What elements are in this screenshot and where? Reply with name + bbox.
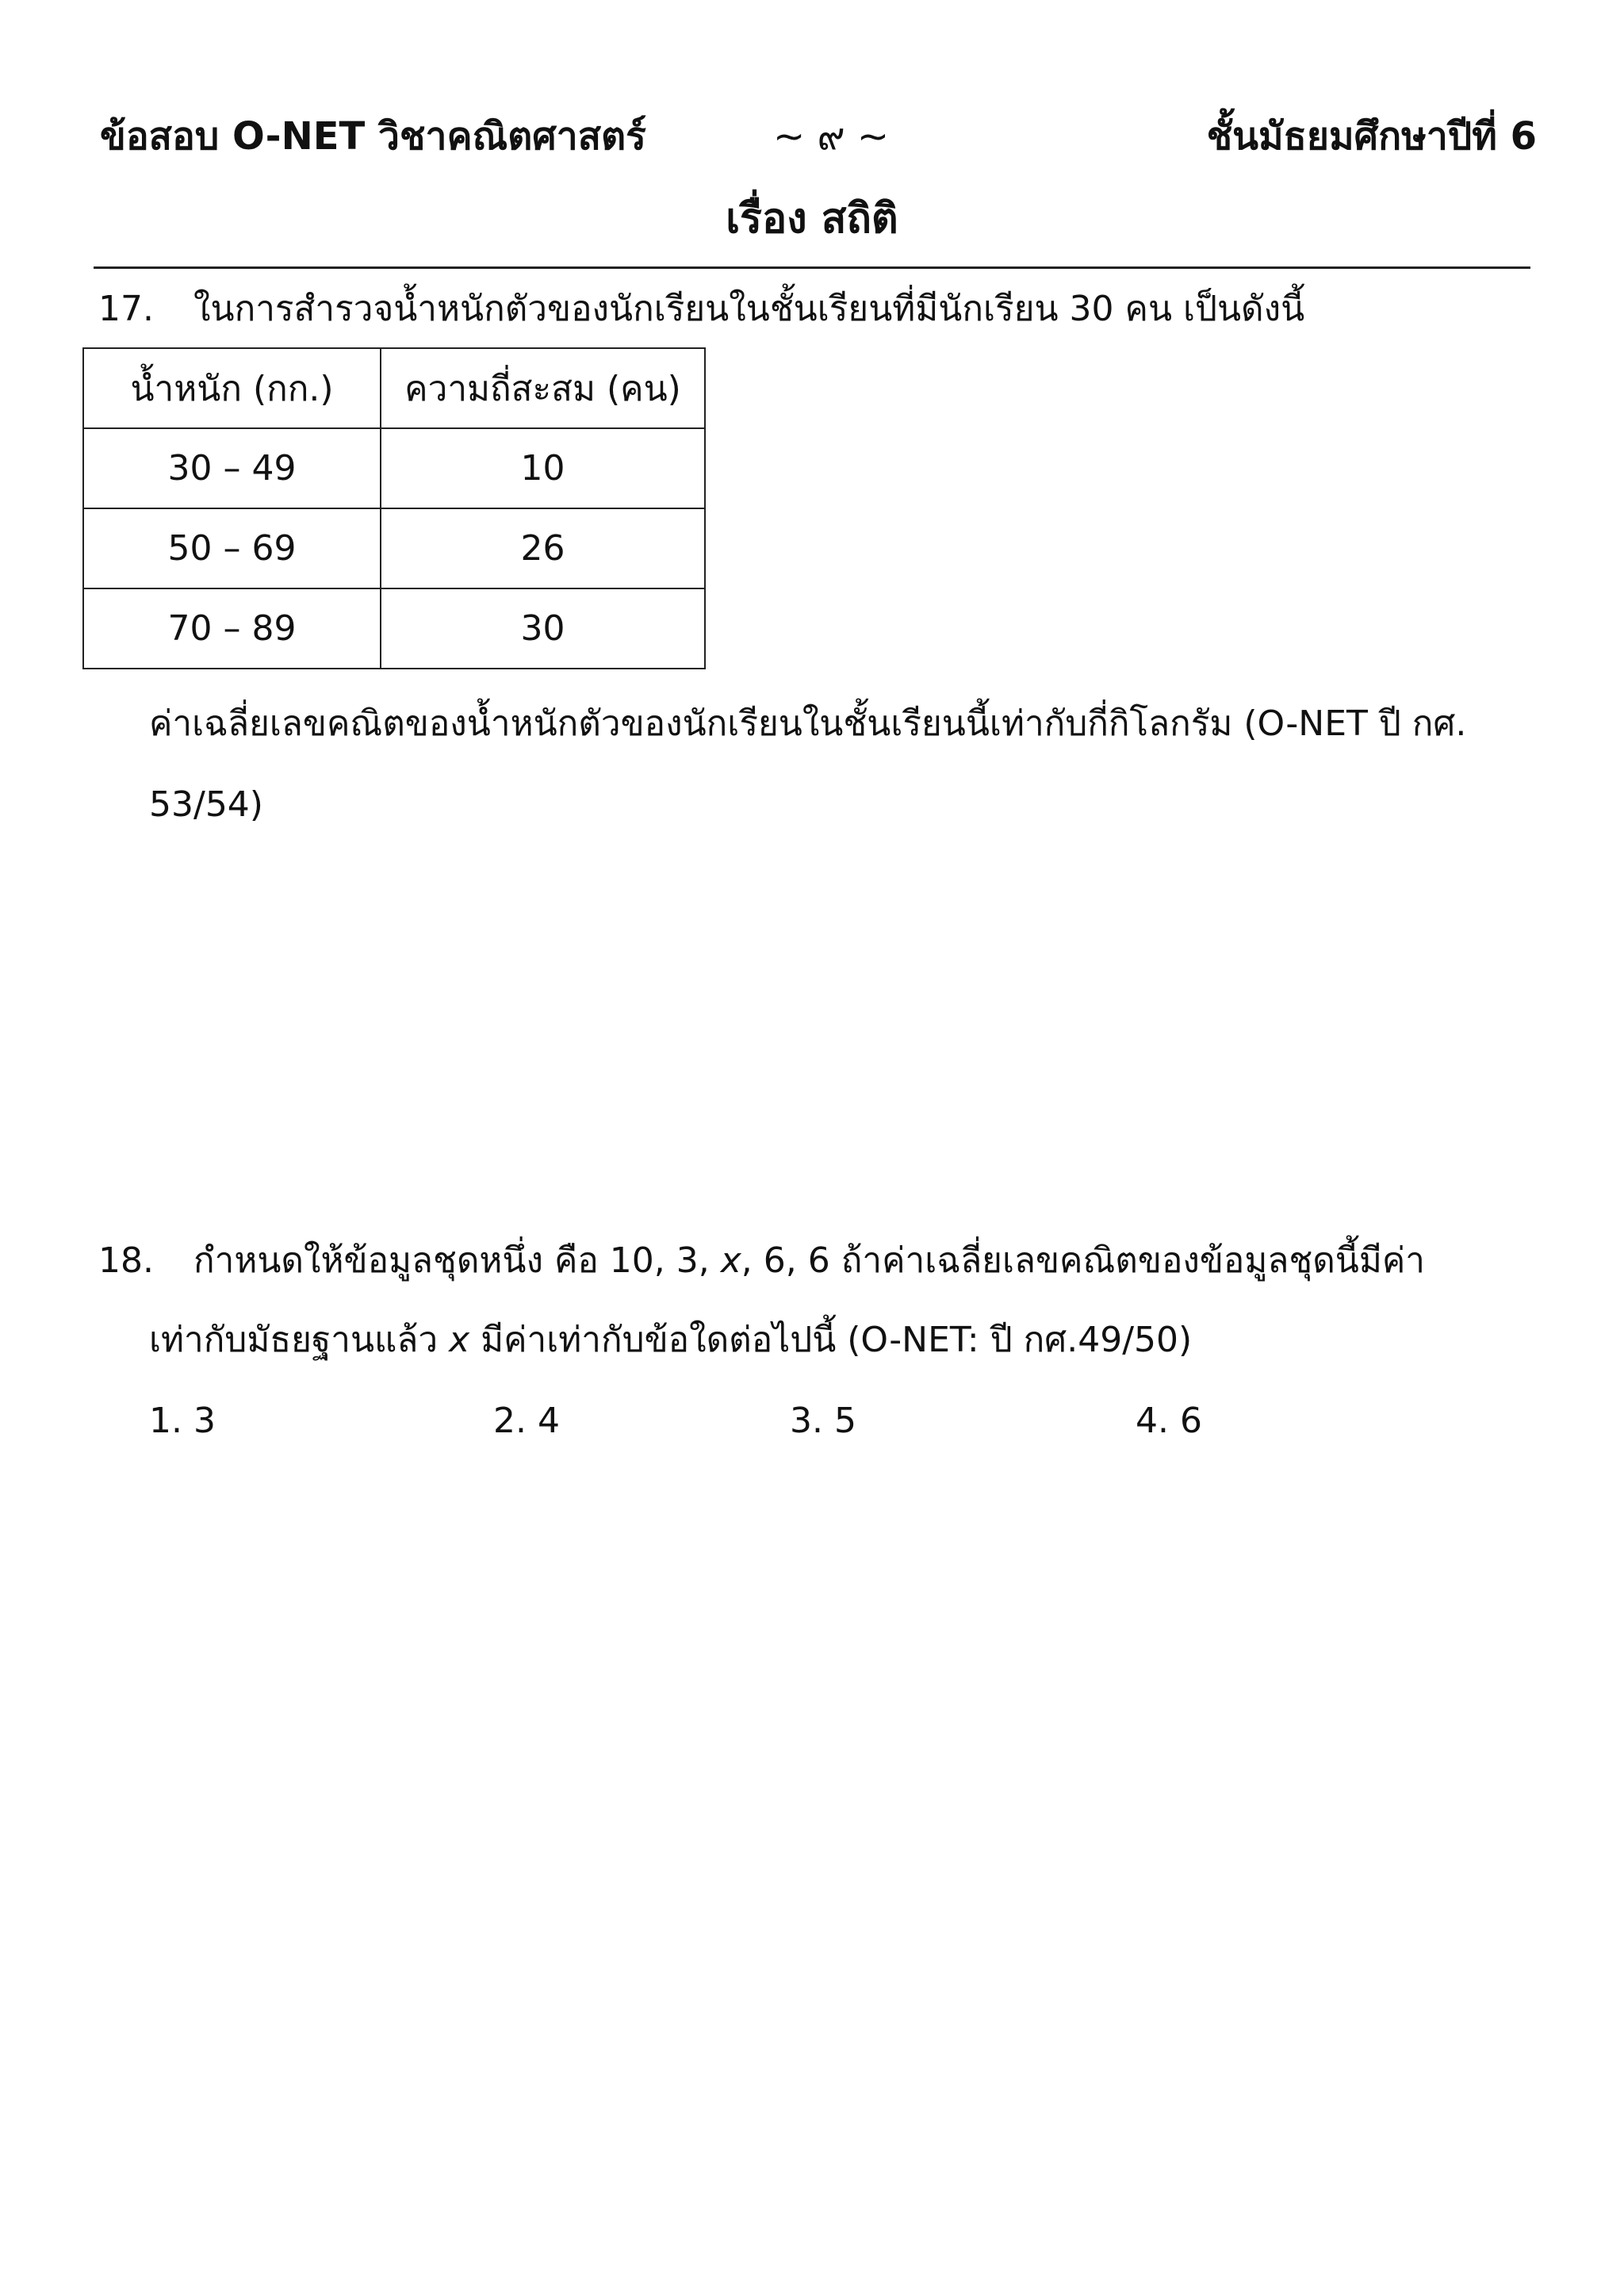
choice-3[interactable]: 3. 5 [790,1401,856,1441]
question-18-stem-line2 [149,1317,1192,1364]
header-subject: ข้อสอบ O-NET วิชาคณิตศาสตร์ [100,114,646,159]
table-cell-frequency: 30 [381,588,705,669]
q18-text-c: เท่ากับมัธยฐานแล้ว [149,1320,439,1360]
question-17-number: 17. [98,289,154,329]
table-cell-weight: 30 – 49 [83,428,381,508]
q18-variable-x: x [449,1320,470,1360]
q18-text-a: กำหนดให้ข้อมูลชุดหนึ่ง คือ 10, 3, [193,1240,710,1281]
question-17-prompt: ค่าเฉลี่ยเลขคณิตของน้ำหนักตัวของนักเรียนในชั้นเรียนนี้เท่ากับกี่กิโลกรัม (O-NET ปี กศ. 53/54) [149,703,1467,825]
header-grade: ชั้นมัธยมศึกษาปีที่ 6 [1206,114,1537,159]
table-cell-frequency: 26 [381,508,705,588]
table-cell-weight: 50 – 69 [83,508,381,588]
table-header-cumulative-frequency: ความถี่สะสม (คน) [381,348,705,428]
table-header-weight: น้ำหนัก (กก.) [83,348,381,428]
question-18-number: 18. [98,1240,154,1281]
table-row [83,428,705,508]
question-18-stem-line1 [193,1237,1425,1285]
table-row [83,508,705,588]
q18-text-d: มีค่าเท่ากับข้อใดต่อไปนี้ (O-NET: ปี กศ.49/50) [481,1320,1193,1360]
page-number: ~ ๙ ~ [773,114,890,159]
q18-variable-x: x [720,1240,741,1281]
choice-4[interactable]: 4. 6 [1136,1401,1202,1441]
table-row [83,588,705,669]
frequency-table [82,347,706,669]
page-title: เรื่อง สถิติ [726,195,898,243]
choice-2[interactable]: 2. 4 [493,1401,560,1441]
table-cell-frequency: 10 [381,428,705,508]
question-17-stem: ในการสำรวจน้ำหนักตัวของนักเรียนในชั้นเรียนที่มีนักเรียน 30 คน เป็นดังนี้ [193,289,1305,329]
choice-1[interactable]: 1. 3 [149,1401,216,1441]
header-divider [94,266,1530,269]
q18-text-b: , 6, 6 ถ้าค่าเฉลี่ยเลขคณิตของข้อมูลชุดนี้มีค่า [741,1240,1425,1281]
table-cell-weight: 70 – 89 [83,588,381,669]
table-header-row [83,348,705,428]
